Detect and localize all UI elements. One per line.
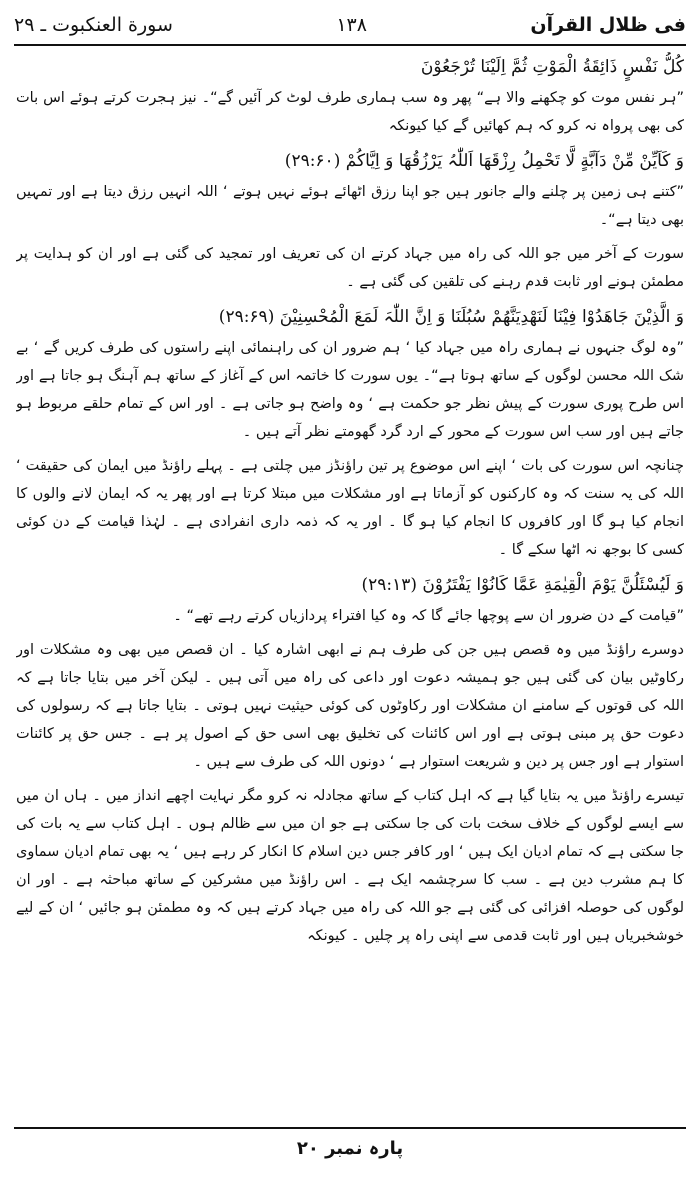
- paragraph: دوسرے راؤنڈ میں وہ قصص ہیں جن کی طرف ہم نے ابھی اشارہ کیا ۔ ان قصص میں بھی وہ مشکلات اور رکاوٹیں بیان کی گئی ہیں جو ہمیشہ دعوت اور داعی کی راہ میں آتی ہیں ۔ لیکن آخر میں بتایا جاتا ہے کہ اللہ کی قوتوں کے سامنے ان مشکلات اور رکاوٹوں کی کوئی حیثیت نہیں ہوتی ۔ بتایا جاتا ہے کہ رسولوں کی دعوت حق پر مبنی ہوتی ہے اور اس کائنات کی تخلیق بھی اسی حق کے اصول پر ہے ۔ جس حق پر کائنات استوار ہے اور جس پر دین و شریعت استوار ہے ‘ دونوں اللہ کی طرف سے ہیں ۔: [16, 642, 684, 770]
- page-header: [14, 8, 686, 42]
- paragraph: چنانچہ اس سورت کی بات ‘ اپنے اس موضوع پر تین راؤنڈز میں چلتی ہے ۔ پہلے راؤنڈ میں ایمان کی حقیقت ‘ اللہ کی یہ سنت کہ وہ کارکنوں کو آزماتا ہے اور مشکلات میں مبتلا کرتا ہے اور پھر یہ کہ ایمان لانے والوں کا انجام کیا ہو گا اور کافروں کا انجام کیا ہو گا ۔ اور یہ کہ ذمہ داری انفرادی ہے ۔ لہٰذا قیامت کے دن کوئی کسی کا بوجھ نہ اٹھا سکے گا ۔: [16, 458, 684, 558]
- footer-divider: [14, 1127, 686, 1129]
- paragraph: ”وہ لوگ جنہوں نے ہماری راہ میں جہاد کیا ‘ ہم ضرور ان کی راہنمائی اپنے راستوں کی طرف کریں گے ‘ بے شک اللہ محسن لوگوں کے ساتھ ہوتا ہے“۔ یوں سورت کا خاتمہ اس کے آغاز کے ساتھ ہم آہنگ ہو جاتا ہے اور اس طرح پوری سورت کے پیش نظر جو حکمت ہے ‘ وہ واضح ہو جاتی ہے ۔ اور اس کے تمام حلقے مربوط ہو جاتے ہیں اور سب اس سورت کے محور کے ارد گرد گھومتے نظر آتے ہیں ۔: [16, 340, 684, 440]
- quran-verse: وَ کَاَیِّنْ مِّنْ دَآبَّةٍ لَّا تَحْمِلُ رِزْقَھَا اَللّٰہُ یَرْزُقُھَا وَ اِیَّاکُمْ (۲۹:۶۰): [284, 151, 684, 171]
- header-divider: [14, 44, 686, 46]
- paragraph: سورت کے آخر میں جو اللہ کی راہ میں جہاد کرتے ان کی تعریف اور تمجید کی گئی ہے اور ان کو ہدایت پر مطمئن ہونے اور ثابت قدم رہنے کی تلقین کی گئی ہے ۔: [16, 246, 684, 290]
- paragraph: ”ہر نفس موت کو چکھنے والا ہے“ پھر وہ سب ہماری طرف لوٹ کر آئیں گے“۔ نیز ہجرت کرتے ہوئے اس بات کی بھی پرواہ نہ کرو کہ ہم کھائیں گے کیا کیونکہ: [16, 90, 684, 134]
- quran-verse: وَ الَّذِیْنَ جَاھَدُوْا فِیْنَا لَنَھْدِیَنَّھُمْ سُبُلَنَا وَ اِنَّ اللّٰہَ لَمَعَ الْمُحْسِنِیْنَ (۲۹:۶۹): [218, 307, 684, 327]
- paragraph: تیسرے راؤنڈ میں یہ بتایا گیا ہے کہ اہل کتاب کے ساتھ مجادلہ نہ کرو مگر نہایت اچھے انداز میں ۔ ہاں ان میں سے ایسے لوگوں کے خلاف سخت بات کی جا سکتی ہے جو ان میں سے ظالم ہوں ۔ اہل کتاب سے یہ بات کی جا سکتی ہے کہ تمام ادیان ایک ہیں ‘ اور کافر جس دین اسلام کا انکار کر رہے ہیں ‘ یہ بھی تمام ادیان سماوی کا ہم مشرب دین ہے ۔ سب کا سرچشمہ ایک ہے ۔ اس راؤنڈ میں مشرکین کے ساتھ مباحثہ ہے ۔ اور ان لوگوں کی حوصلہ افزائی کی گئی ہے جو اللہ کی راہ میں جہاد کرتے ہیں کہ وہ مطمئن ہو جائیں ‘ ان کے لیے خوشخبریاں ہیں اور ثابت قدمی سے اپنی راہ پر چلیں ۔ کیونکہ: [16, 788, 684, 944]
- quran-verse: وَ لَیُسْئَلُنَّ یَوْمَ الْقِیٰمَةِ عَمَّا کَانُوْا یَفْتَرُوْنَ (۲۹:۱۳): [361, 575, 684, 595]
- page-footer: پارہ نمبر ۲۰: [296, 1138, 404, 1159]
- surah-reference: سورة العنکبوت ـ ۲۹: [14, 14, 173, 36]
- book-title: فی ظلال القرآن: [530, 14, 686, 36]
- body-text: [16, 52, 684, 1120]
- paragraph: ”کتنے ہی زمین پر چلنے والے جانور ہیں جو اپنا رزق اٹھائے ہوئے نہیں ہوتے ‘ اللہ انہیں رزق دیتا ہے اور تمہیں بھی دیتا ہے“۔: [16, 184, 684, 228]
- quran-verse: کُلُّ نَفْسٍ ذَائِقَةُ الْمَوْتِ ثُمَّ اِلَیْنَا تُرْجَعُوْنَ: [420, 57, 684, 77]
- paragraph: ”قیامت کے دن ضرور ان سے پوچھا جائے گا کہ وہ کیا افتراء پردازیاں کرتے رہے تھے“ ۔: [173, 608, 684, 624]
- page-number: ۱۳۸: [336, 14, 367, 36]
